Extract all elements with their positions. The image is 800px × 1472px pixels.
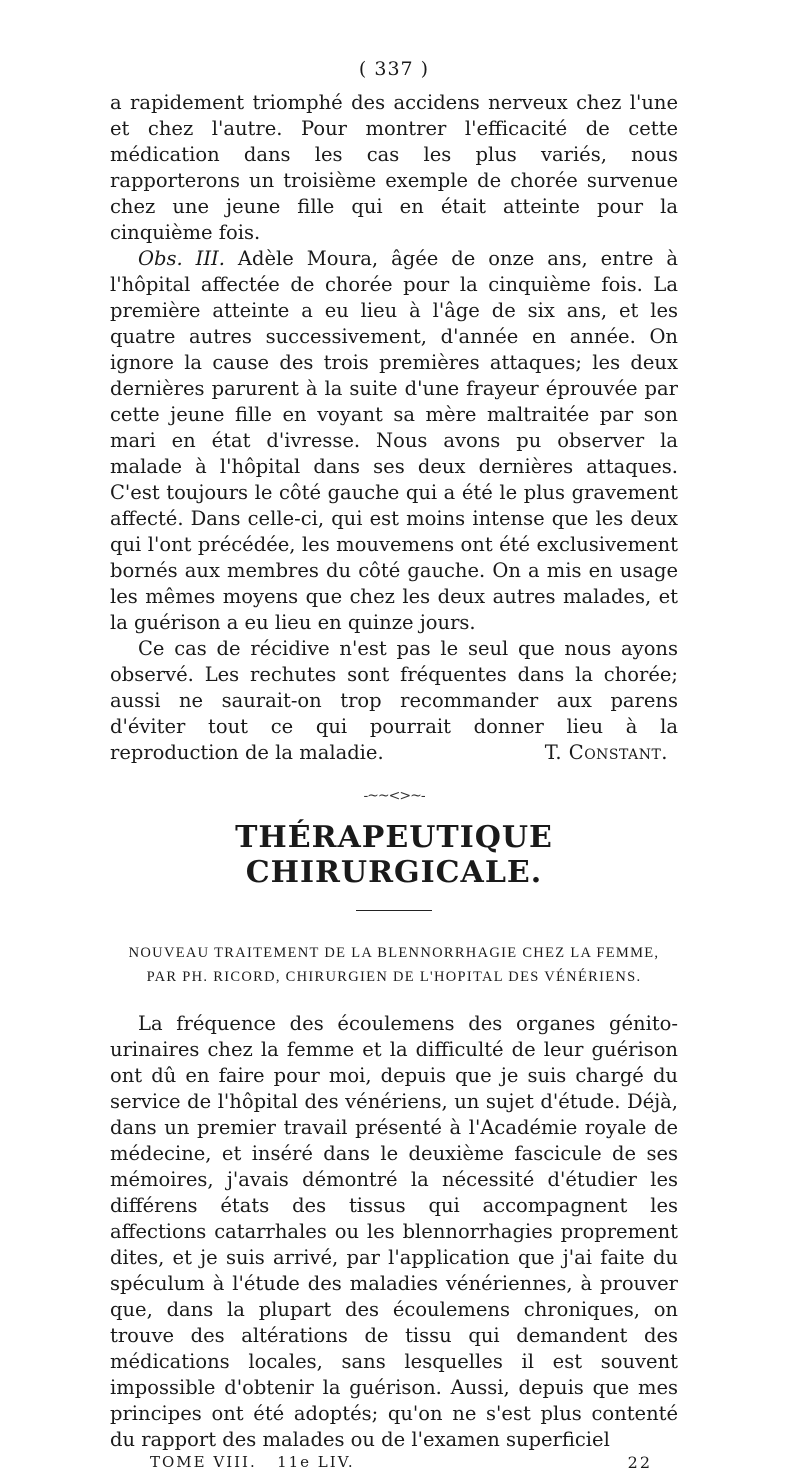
article-title-line-1: NOUVEAU TRAITEMENT DE LA BLENNORRHAGIE CHEZ LA FEMME,: [128, 945, 660, 961]
page-footer: [110, 1453, 678, 1472]
article-title: [110, 941, 678, 989]
paragraph-closing: [110, 636, 678, 766]
footer-livraison: 11e LIV.: [277, 1453, 355, 1471]
author-signature: T. Constant.: [544, 741, 668, 764]
closing-text: Ce cas de récidive n'est pas le seul que nous ayons observé. Les rechutes sont fréquentes dans la chorée; aussi ne saurait-on trop recommander aux parens d'éviter tout ce qui pourrait donner lieu à la reproduction de la maladie.: [110, 637, 678, 764]
obs-3-text: Adèle Moura, âgée de onze ans, entre à l'hôpital affectée de chorée pour la cinquième fois. La première atteinte a eu lieu à l'âge de six ans, et les quatre autres successivement, d'année en année. On ignore la cause des trois premières attaques; les deux dernières parurent à la suite d'une frayeur éprouvée par cette jeune fille en voyant sa mère maltraitée par son mari en état d'ivresse. Nous avons pu observer la malade à l'hôpital dans ses deux dernières attaques. C'est toujours le côté gauche qui a été le plus gravement affecté. Dans celle-ci, qui est moins intense que les deux qui l'ont précédée, les mouvemens ont été exclusivement bornés aux membres du côté gauche. On a mis en usage les mêmes moyens que chez les deux autres malades, et la guérison a eu lieu en quinze jours.: [110, 247, 678, 634]
section-title: THÉRAPEUTIQUE CHIRURGICALE.: [235, 820, 553, 890]
book-page: [110, 58, 678, 1472]
obs-label: Obs. III.: [138, 247, 225, 270]
paragraph-obs-3: [110, 246, 678, 636]
page-number: ( 337 ): [358, 58, 430, 80]
ornament-divider: -~~<>~-: [363, 788, 425, 804]
paragraph-obs-continued: a rapidement triomphé des accidens nerveux chez l'une et chez l'autre. Pour montrer l'efficacité de cette médication dans les cas les plus variés, nous rapporterons un troisième exemple de chorée survenue chez une jeune fille qui en était atteinte pour la cinquième fois.: [110, 91, 678, 244]
footer-sheet-number: 22: [627, 1453, 652, 1472]
title-rule: [356, 910, 432, 911]
article-title-line-2: PAR PH. RICORD, CHIRURGIEN DE L'HOPITAL DES VÉNÉRIENS.: [146, 969, 642, 985]
footer-tome: TOME VIII. 11e LIV.: [150, 1453, 355, 1471]
paragraph-article-body: La fréquence des écoulemens des organes génito-urinaires chez la femme et la difficulté de leur guérison ont dû en faire pour moi, depuis que je suis chargé du service de l'hôpital des vénériens, un sujet d'étude. Déjà, dans un premier travail présenté à l'Académie royale de médecine, et inséré dans le deuxième fascicule de ses mémoires, j'avais démontré la nécessité d'étudier les différens états des tissus qui accompagnent les affections catarrhales ou les blennorrhagies proprement dites, et je suis arrivé, par l'application que j'ai faite du spéculum à l'étude des maladies vénériennes, à prouver que, dans la plupart des écoulemens chroniques, on trouve des altérations de tissu qui demandent des médications locales, sans lesquelles il est souvent impossible d'obtenir la guérison. Aussi, depuis que mes principes ont été adoptés; qu'on ne s'est plus contenté du rapport des malades ou de l'examen superficiel: [110, 1012, 678, 1451]
